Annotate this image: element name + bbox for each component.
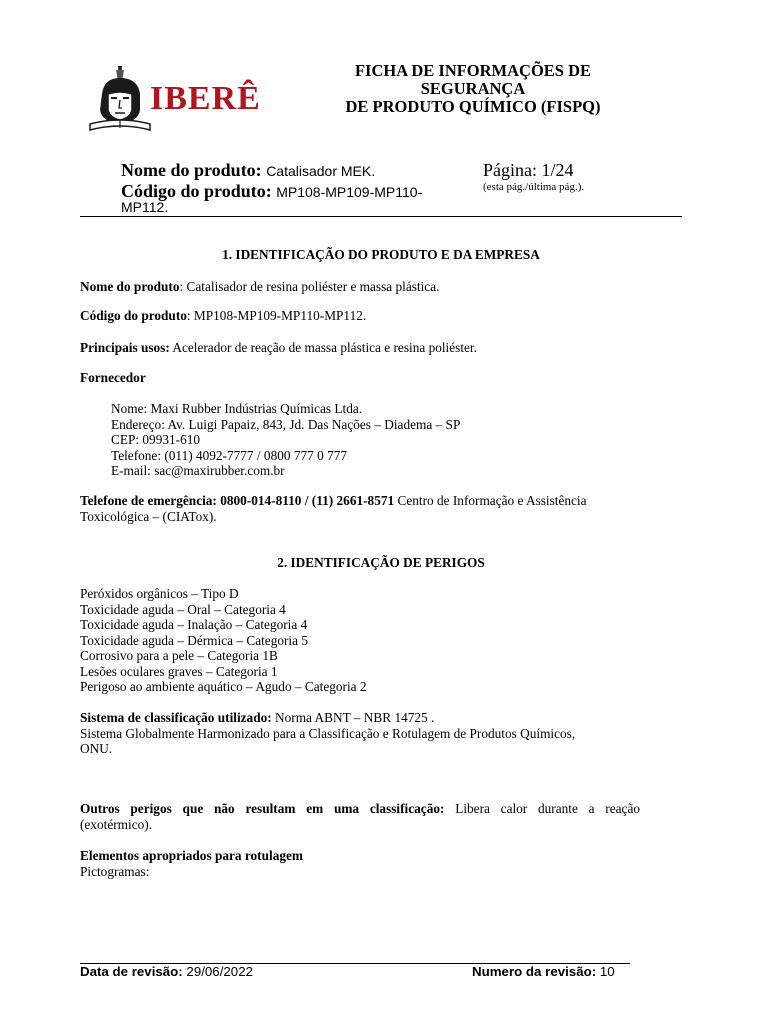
product-name-label: Nome do produto:	[121, 160, 262, 180]
classification-system	[80, 710, 650, 757]
field-value: : MP108-MP109-MP110-MP112.	[186, 308, 367, 323]
product-code-line	[80, 308, 640, 324]
title-line: SEGURANÇA	[420, 79, 526, 98]
supplier-email: E-mail: sac@maxirubber.com.br	[111, 463, 285, 478]
supplier-heading	[80, 370, 640, 386]
field-value: Norma ABNT – NBR 14725 .	[271, 710, 435, 725]
product-header	[121, 160, 451, 202]
field-value: 10	[596, 964, 615, 979]
product-code-value-cont: MP112.	[121, 199, 169, 215]
revision-date	[80, 964, 253, 979]
field-label: Código do produto	[80, 308, 187, 323]
field-value: Toxicológica – (CIATox).	[80, 508, 217, 524]
field-label: Nome do produto	[80, 279, 180, 294]
page-number: Página: 1/24	[483, 160, 574, 180]
field-value: (exotérmico).	[80, 816, 152, 832]
other-hazards	[80, 801, 640, 832]
field-label: Elementos apropriados para rotulagem	[80, 848, 303, 863]
field-label: Telefone de emergência: 0800-014-8110 / (11) 2661-8571	[80, 493, 395, 508]
list-item: Corrosivo para a pele – Categoria 1B	[80, 648, 278, 663]
field-value: 29/06/2022	[182, 964, 253, 979]
hazard-list	[80, 586, 640, 695]
supplier-cep: CEP: 09931-610	[111, 432, 201, 447]
pictograms-label: Pictogramas:	[80, 863, 150, 879]
list-item: Toxicidade aguda – Inalação – Categoria 4	[80, 617, 308, 632]
section-1-title: 1. IDENTIFICAÇÃO DO PRODUTO E DA EMPRESA	[222, 247, 540, 262]
revision-number	[472, 964, 615, 979]
logo-text: IBERÊ	[150, 80, 261, 117]
product-code-label: Código do produto:	[121, 181, 272, 201]
supplier-address: Endereço: Av. Luigi Papaiz, 843, Jd. Das Nações – Diadema – SP	[111, 416, 461, 432]
list-item: Toxicidade aguda – Oral – Categoria 4	[80, 601, 286, 617]
header-divider	[80, 216, 682, 217]
field-label: Data de revisão:	[80, 964, 183, 979]
list-item: Perigoso ao ambiente aquático – Agudo – Categoria 2	[80, 679, 367, 694]
field-value: : Catalisador de resina poliéster e massa plástica.	[179, 279, 440, 294]
document-title	[318, 62, 628, 116]
field-label: Principais usos:	[80, 340, 170, 355]
field-value: Centro de Informação e Assistência	[394, 493, 587, 508]
list-item: Peróxidos orgânicos – Tipo D	[80, 586, 239, 601]
title-line: DE PRODUTO QUÍMICO (FISPQ)	[345, 97, 601, 116]
product-code-value: MP108-MP109-MP110-	[276, 184, 423, 200]
field-label: Outros perigos que não resultam em uma classificação:	[80, 801, 445, 816]
product-name-line	[80, 279, 640, 295]
supplier-name: Nome: Maxi Rubber Indústrias Químicas Ltda.	[111, 401, 363, 416]
supplier-block	[111, 401, 460, 479]
field-value: Sistema Globalmente Harmonizado para a Classificação e Rotulagem de Produtos Químicos,	[80, 725, 576, 741]
field-value: ONU.	[80, 741, 113, 756]
list-item: Toxicidade aguda – Dérmica – Categoria 5	[80, 632, 308, 648]
uses-line	[80, 340, 640, 356]
field-value: Acelerador de reação de massa plástica e resina poliéster.	[169, 340, 477, 355]
product-name-value: Catalisador MEK.	[266, 163, 376, 179]
section-2-title: 2. IDENTIFICAÇÃO DE PERIGOS	[277, 555, 485, 570]
emergency-line	[80, 493, 650, 524]
labeling-elements	[80, 848, 640, 879]
page-note: (esta pág./última pág.).	[483, 181, 585, 193]
field-value: Libera calor durante a reação	[444, 801, 640, 816]
supplier-phone: Telefone: (011) 4092-7777 / 0800 777 0 777	[111, 447, 348, 463]
field-label: Sistema de classificação utilizado:	[80, 710, 272, 725]
field-label: Numero da revisão:	[472, 964, 597, 979]
title-line: FICHA DE INFORMAÇÕES DE	[354, 61, 592, 80]
field-label: Fornecedor	[80, 370, 146, 385]
list-item: Lesões oculares graves – Categoria 1	[80, 663, 278, 679]
company-logo	[80, 64, 262, 132]
